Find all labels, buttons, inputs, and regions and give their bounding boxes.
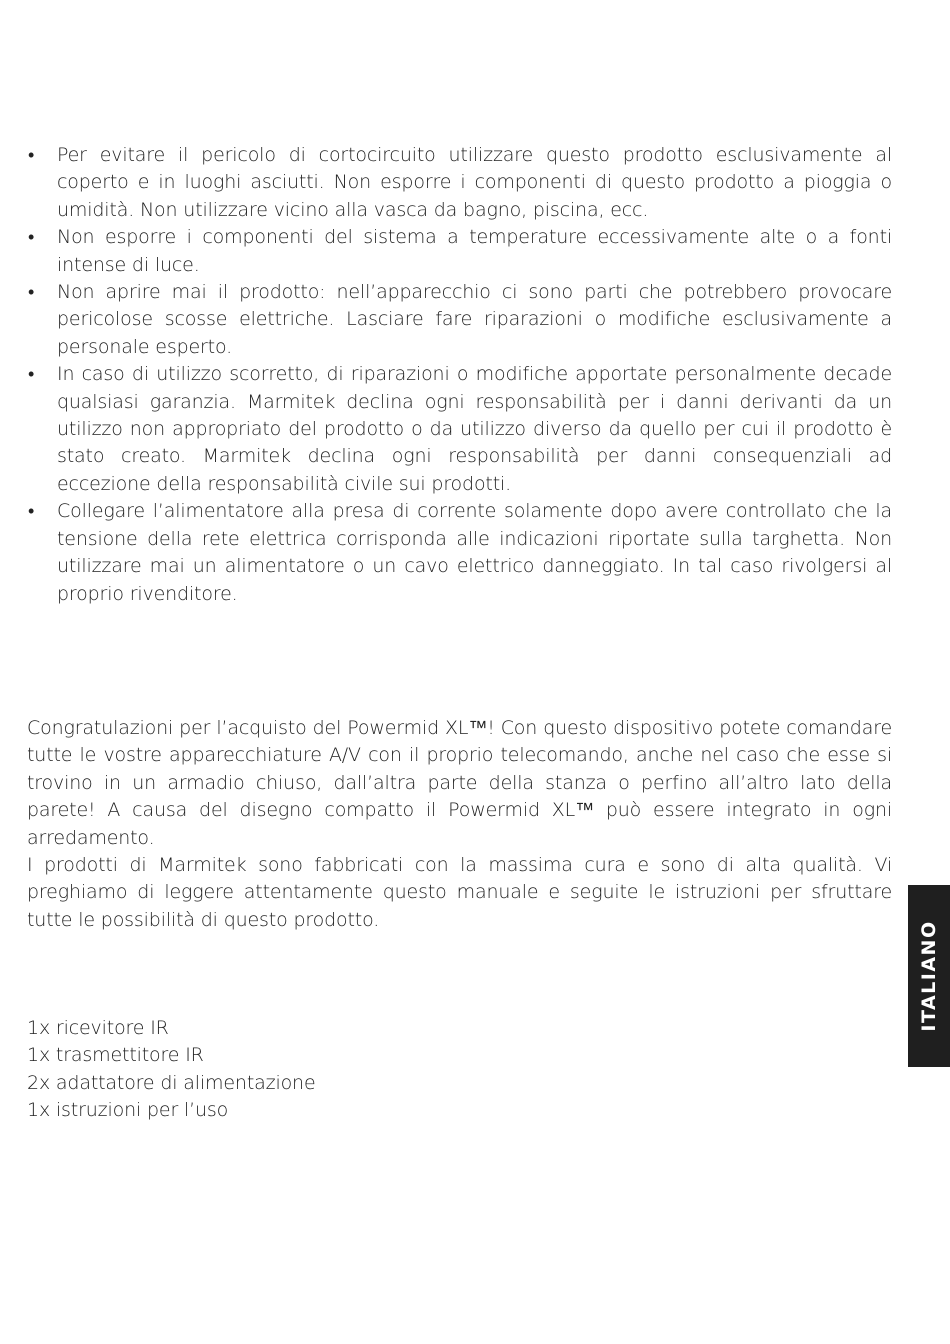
bullet-icon: • bbox=[28, 501, 35, 523]
safety-item bbox=[27, 279, 892, 361]
safety-instructions-list bbox=[27, 142, 892, 608]
package-item: 1x trasmettitore IR bbox=[27, 1044, 204, 1067]
intro-paragraph: Congratulazioni per l’acquisto del Powermid XL™! Con questo dispositivo potete comandare tutte le vostre apparecchiature A/V con il proprio telecomando, anche nel caso che esse si trovino in un armadio chiuso, dall’altra parte della stanza o perfino all’altro lato della parete! A causa del disegno compatto il Powermid XL™ può essere integrato in ogni arredamento. bbox=[27, 717, 892, 849]
language-tab-label: ITALIANO bbox=[918, 920, 940, 1032]
safety-item-text: Collegare l’alimentatore alla presa di corrente solamente dopo avere controllato che la tensione della rete elettrica corrisponda alle indicazioni riportate sulla targhetta. Non utilizzare mai un alimentatore o un cavo elettrico danneggiato. In tal caso rivolgersi al proprio rivenditore. bbox=[57, 500, 892, 605]
safety-item bbox=[27, 498, 892, 608]
package-item: 2x adattatore di alimentazione bbox=[27, 1071, 316, 1094]
safety-item-text: Non aprire mai il prodotto: nell’apparecchio ci sono parti che potrebbero provocare pericolose scosse elettriche. Lasciare fare riparazioni o modifiche esclusivamente a personale esperto. bbox=[57, 281, 892, 358]
bullet-icon: • bbox=[28, 282, 35, 304]
safety-item-text: Non esporre i componenti del sistema a temperature eccessivamente alte o a fonti intense di luce. bbox=[57, 226, 892, 276]
bullet-icon: • bbox=[28, 227, 35, 249]
package-contents-list bbox=[27, 1015, 315, 1125]
bullet-icon: • bbox=[28, 364, 35, 386]
safety-item bbox=[27, 224, 892, 279]
introduction bbox=[27, 715, 892, 934]
safety-item bbox=[27, 361, 892, 498]
package-item: 1x ricevitore IR bbox=[27, 1017, 169, 1039]
language-tab bbox=[908, 885, 950, 1067]
safety-item bbox=[27, 142, 892, 224]
intro-paragraph: I prodotti di Marmitek sono fabbricati con la massima cura e sono di alta qualità. Vi preghiamo di leggere attentamente questo manuale e seguite le istruzioni per sfruttare tutte le possibilità di questo prodotto. bbox=[27, 854, 892, 931]
bullet-icon: • bbox=[28, 145, 35, 166]
safety-item-text: Per evitare il pericolo di cortocircuito utilizzare questo prodotto esclusivamente al coperto e in luoghi asciutti. Non esporre i componenti di questo prodotto a pioggia o umidità. Non utilizzare vicino alla vasca da bagno, piscina, ecc. bbox=[57, 144, 892, 221]
safety-item-text: In caso di utilizzo scorretto, di riparazioni o modifiche apportate personalmente decade qualsiasi garanzia. Marmitek declina ogni responsabilità per i danni derivanti da un utilizzo non appropriato del prodotto o da utilizzo diverso da quello per cui il prodotto è stato creato. Marmitek declina ogni responsabilità per danni consequenziali ad eccezione della responsabilità civile sui prodotti. bbox=[57, 363, 892, 495]
package-item: 1x istruzioni per l’uso bbox=[27, 1099, 229, 1122]
